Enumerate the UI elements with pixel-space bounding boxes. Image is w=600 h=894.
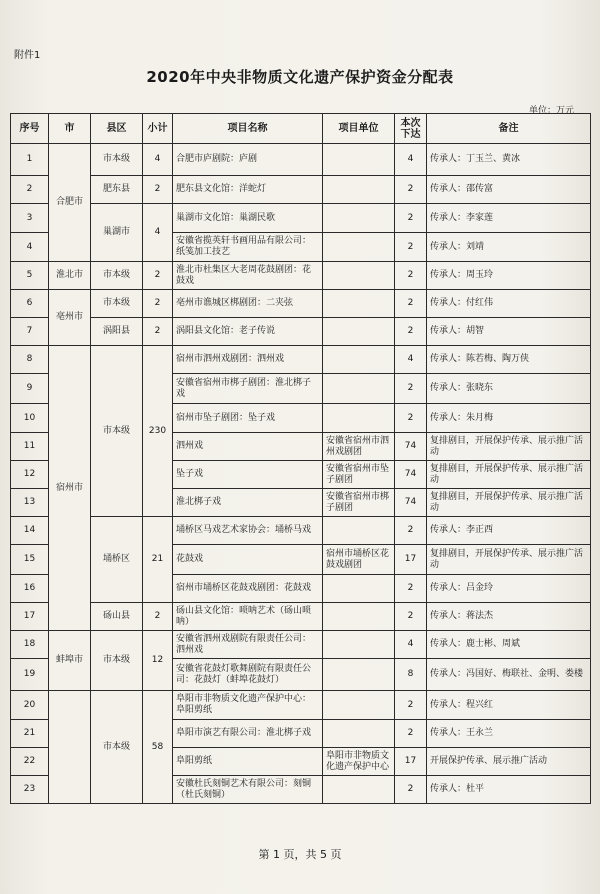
amount-cell: 17: [395, 748, 427, 776]
row-no: 1: [11, 144, 49, 176]
subtotal-cell: 2: [143, 176, 173, 204]
amount-cell: 74: [395, 489, 427, 517]
county-cell: 市本级: [91, 346, 143, 517]
county-cell: 巢湖市: [91, 204, 143, 262]
row-no: 8: [11, 346, 49, 374]
header-no: 序号: [11, 114, 49, 144]
city-cell: 宿州市: [49, 346, 91, 631]
row-no: 20: [11, 691, 49, 720]
county-cell: 肥东县: [91, 176, 143, 204]
row-no: 6: [11, 290, 49, 318]
row-no: 18: [11, 631, 49, 659]
row-no: 16: [11, 575, 49, 603]
row-no: 19: [11, 659, 49, 691]
county-cell: 市本级: [91, 262, 143, 290]
project-cell: 肥东县文化馆：洋蛇灯: [173, 176, 323, 204]
note-cell: 传承人：周玉玲: [427, 262, 591, 290]
project-unit-cell: [323, 776, 395, 804]
project-cell: 淮北市杜集区大老周花鼓剧团：花鼓戏: [173, 262, 323, 290]
project-cell: 安徽省泗州戏剧院有限责任公司：泗州戏: [173, 631, 323, 659]
table-row: [11, 346, 591, 374]
project-cell: 安徽杜氏刻铜艺术有限公司：刻铜（杜氏刻铜）: [173, 776, 323, 804]
project-cell: 涡阳县文化馆：老子传说: [173, 318, 323, 346]
project-cell: 巢湖市文化馆：巢湖民歌: [173, 204, 323, 233]
project-cell: 砀山县文化馆：唢呐艺术（砀山唢呐）: [173, 603, 323, 631]
amount-cell: 2: [395, 575, 427, 603]
row-no: 15: [11, 545, 49, 575]
note-cell: 传承人：陈若梅、陶万侠: [427, 346, 591, 374]
project-unit-cell: [323, 691, 395, 720]
page-title: 2020年中央非物质文化遗产保护资金分配表: [146, 68, 454, 86]
subtotal-cell: 2: [143, 603, 173, 631]
row-no: 23: [11, 776, 49, 804]
table-row: [11, 262, 591, 290]
city-cell: 淮北市: [49, 262, 91, 290]
row-no: 21: [11, 720, 49, 748]
amount-cell: 2: [395, 776, 427, 804]
subtotal-cell: 2: [143, 290, 173, 318]
project-unit-cell: [323, 517, 395, 545]
project-cell: 宿州市埇桥区花鼓戏剧团：花鼓戏: [173, 575, 323, 603]
project-cell: 安徽省宿州市梆子剧团：淮北梆子戏: [173, 374, 323, 404]
project-cell: 安徽省花鼓灯歌舞剧院有限责任公司：花鼓灯（蚌埠花鼓灯）: [173, 659, 323, 691]
note-cell: 传承人：张晓东: [427, 374, 591, 404]
project-unit-cell: [323, 204, 395, 233]
project-unit-cell: [323, 262, 395, 290]
row-no: 9: [11, 374, 49, 404]
amount-cell: 8: [395, 659, 427, 691]
note-cell: 传承人：付红伟: [427, 290, 591, 318]
amount-cell: 17: [395, 545, 427, 575]
header-city: 市: [49, 114, 91, 144]
header-project: 项目名称: [173, 114, 323, 144]
note-cell: 传承人：李家莲: [427, 204, 591, 233]
county-cell: 市本级: [91, 631, 143, 691]
project-cell: 合肥市庐剧院：庐剧: [173, 144, 323, 176]
row-no: 17: [11, 603, 49, 631]
row-no: 5: [11, 262, 49, 290]
amount-cell: 2: [395, 374, 427, 404]
table-row: [11, 176, 591, 204]
row-no: 10: [11, 404, 49, 433]
amount-cell: 2: [395, 233, 427, 262]
amount-cell: 2: [395, 290, 427, 318]
project-unit-cell: 安徽省宿州市坠子剧团: [323, 461, 395, 489]
project-cell: 阜阳市非物质文化遗产保护中心：阜阳剪纸: [173, 691, 323, 720]
amount-cell: 2: [395, 262, 427, 290]
amount-cell: 2: [395, 517, 427, 545]
note-cell: 传承人：杜平: [427, 776, 591, 804]
attachment-label: 附件1: [14, 50, 41, 61]
table-row: [11, 290, 591, 318]
note-cell: 传承人：胡智: [427, 318, 591, 346]
amount-cell: 2: [395, 691, 427, 720]
table-row: [11, 144, 591, 176]
subtotal-cell: 58: [143, 691, 173, 804]
note-cell: 复排剧目，开展保护传承、展示推广活动: [427, 545, 591, 575]
row-no: 13: [11, 489, 49, 517]
header-county: 县区: [91, 114, 143, 144]
note-cell: 开展保护传承、展示推广活动: [427, 748, 591, 776]
table-header-row: [11, 114, 591, 144]
unit-label: 单位：万元: [528, 106, 574, 116]
city-cell: [49, 691, 91, 804]
project-cell: 淮北梆子戏: [173, 489, 323, 517]
table-row: [11, 691, 591, 720]
city-cell: 合肥市: [49, 144, 91, 262]
project-cell: 宿州市泗州戏剧团：泗州戏: [173, 346, 323, 374]
subtotal-cell: 4: [143, 204, 173, 262]
project-unit-cell: [323, 233, 395, 262]
amount-cell: 2: [395, 204, 427, 233]
note-cell: 传承人：朱月梅: [427, 404, 591, 433]
city-cell: 亳州市: [49, 290, 91, 346]
subtotal-cell: 2: [143, 262, 173, 290]
table-row: [11, 204, 591, 233]
county-cell: 市本级: [91, 691, 143, 804]
row-no: 12: [11, 461, 49, 489]
note-cell: 传承人：邵传富: [427, 176, 591, 204]
header-note: 备注: [427, 114, 591, 144]
project-unit-cell: 安徽省宿州市泗州戏剧团: [323, 433, 395, 461]
project-unit-cell: 宿州市埇桥区花鼓戏剧团: [323, 545, 395, 575]
project-unit-cell: [323, 144, 395, 176]
note-cell: 传承人：冯国好、梅联社、金明、娄楼: [427, 659, 591, 691]
county-cell: 埇桥区: [91, 517, 143, 603]
note-cell: 传承人：吕金玲: [427, 575, 591, 603]
table-row: [11, 318, 591, 346]
project-unit-cell: [323, 290, 395, 318]
note-cell: 传承人：王永兰: [427, 720, 591, 748]
subtotal-cell: 12: [143, 631, 173, 691]
subtotal-cell: 230: [143, 346, 173, 517]
project-unit-cell: [323, 176, 395, 204]
subtotal-cell: 21: [143, 517, 173, 603]
amount-cell: 74: [395, 433, 427, 461]
amount-cell: 4: [395, 144, 427, 176]
project-unit-cell: 安徽省宿州市梆子剧团: [323, 489, 395, 517]
table-row: [11, 517, 591, 545]
amount-cell: 2: [395, 603, 427, 631]
project-unit-cell: [323, 659, 395, 691]
project-unit-cell: 阜阳市非物质文化遗产保护中心: [323, 748, 395, 776]
note-cell: 传承人：李正西: [427, 517, 591, 545]
amount-cell: 2: [395, 720, 427, 748]
county-cell: 涡阳县: [91, 318, 143, 346]
row-no: 11: [11, 433, 49, 461]
project-cell: 亳州市谯城区梆剧团：二夹弦: [173, 290, 323, 318]
project-cell: 坠子戏: [173, 461, 323, 489]
project-cell: 阜阳市演艺有限公司：淮北梆子戏: [173, 720, 323, 748]
project-unit-cell: [323, 346, 395, 374]
project-cell: 花鼓戏: [173, 545, 323, 575]
project-unit-cell: [323, 404, 395, 433]
row-no: 4: [11, 233, 49, 262]
county-cell: 砀山县: [91, 603, 143, 631]
note-cell: 复排剧目，开展保护传承、展示推广活动: [427, 489, 591, 517]
project-cell: 宿州市坠子剧团：坠子戏: [173, 404, 323, 433]
project-unit-cell: [323, 318, 395, 346]
row-no: 22: [11, 748, 49, 776]
note-cell: 传承人：程兴红: [427, 691, 591, 720]
amount-cell: 4: [395, 346, 427, 374]
row-no: 14: [11, 517, 49, 545]
amount-cell: 4: [395, 631, 427, 659]
amount-cell: 74: [395, 461, 427, 489]
amount-cell: 2: [395, 318, 427, 346]
note-cell: 传承人：丁玉兰、黄冰: [427, 144, 591, 176]
note-cell: 传承人：鹿士彬、周斌: [427, 631, 591, 659]
county-cell: 市本级: [91, 290, 143, 318]
county-cell: 市本级: [91, 144, 143, 176]
table-row: [11, 603, 591, 631]
row-no: 3: [11, 204, 49, 233]
project-cell: 阜阳剪纸: [173, 748, 323, 776]
city-cell: 蚌埠市: [49, 631, 91, 691]
project-unit-cell: [323, 374, 395, 404]
table-row: [11, 631, 591, 659]
row-no: 7: [11, 318, 49, 346]
note-cell: 传承人：蒋法杰: [427, 603, 591, 631]
amount-cell: 2: [395, 176, 427, 204]
row-no: 2: [11, 176, 49, 204]
note-cell: 传承人：刘靖: [427, 233, 591, 262]
page-footer: 第 1 页，共 5 页: [258, 848, 342, 861]
project-cell: 安徽省揽英轩书画用品有限公司：纸笺加工技艺: [173, 233, 323, 262]
note-cell: 复排剧目，开展保护传承、展示推广活动: [427, 433, 591, 461]
project-cell: 泗州戏: [173, 433, 323, 461]
amount-cell: 2: [395, 404, 427, 433]
project-unit-cell: [323, 720, 395, 748]
header-amount: 本次下达: [395, 114, 427, 144]
subtotal-cell: 4: [143, 144, 173, 176]
header-subtotal: 小计: [143, 114, 173, 144]
project-unit-cell: [323, 575, 395, 603]
project-unit-cell: [323, 631, 395, 659]
allocation-table: [10, 113, 591, 804]
note-cell: 复排剧目，开展保护传承、展示推广活动: [427, 461, 591, 489]
project-unit-cell: [323, 603, 395, 631]
project-cell: 埇桥区马戏艺术家协会：埇桥马戏: [173, 517, 323, 545]
subtotal-cell: 2: [143, 318, 173, 346]
header-project-unit: 项目单位: [323, 114, 395, 144]
